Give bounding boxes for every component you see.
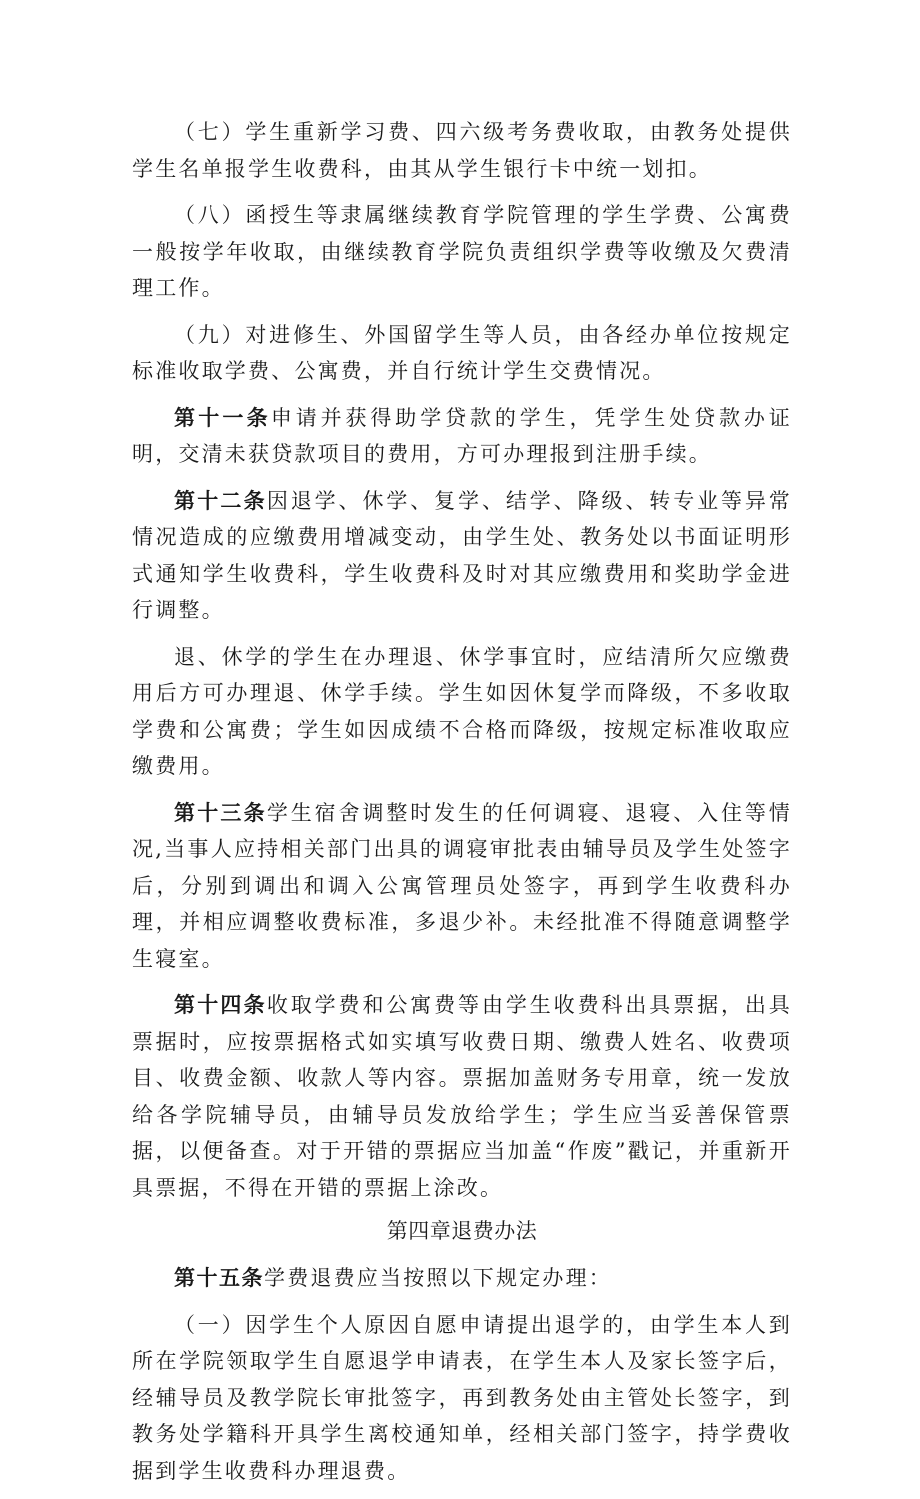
paragraph-article-14	[132, 987, 792, 1206]
article-number: 第十五条	[174, 1265, 264, 1290]
article-number: 第十一条	[174, 404, 271, 430]
paragraph-item-8	[132, 197, 792, 307]
paragraph-article-11	[132, 400, 792, 473]
paragraph-item-1	[132, 1307, 792, 1490]
paragraph-text: （七）学生重新学习费、四六级考务费收取，由教务处提供学生名单报学生收费科，由其从学生银行卡中统一划扣。	[132, 120, 792, 181]
paragraph-withdrawal-suspension	[132, 639, 792, 785]
document-body	[132, 114, 792, 1499]
paragraph-text: 收取学费和公寓费等由学生收费科出具票据，出具票据时，应按票据格式如实填写收费日期、缴费人姓名、收费项目、收费金额、收款人等内容。票据加盖财务专用章，统一发放给各学院辅导员，由辅导员发放给学生；学生应当妥善保管票据，以便备查。对于开错的票据应当加盖“作废”戳记，并重新开具票据，不得在开错的票据上涂改。	[132, 993, 793, 1200]
paragraph-text: 因退学、休学、复学、结学、降级、转专业等异常情况造成的应缴费用增减变动，由学生处、教务处以书面证明形式通知学生收费科，学生收费科及时对其应缴费用和奖助学金进行调整。	[132, 488, 793, 622]
article-number: 第十三条	[174, 799, 267, 825]
paragraph-text: （九）对进修生、外国留学生等人员，由各经办单位按规定标准收取学费、公寓费，并自行统计学生交费情况。	[132, 322, 792, 383]
paragraph-article-15	[132, 1260, 792, 1297]
paragraph-text: 学费退费应当按照以下规定办理：	[264, 1266, 612, 1290]
paragraph-item-9	[132, 317, 792, 390]
article-number: 第十四条	[174, 992, 267, 1017]
paragraph-text: 退、休学的学生在办理退、休学事宜时，应结清所欠应缴费用后方可办理退、休学手续。学生如因休复学而降级，不多收取学费和公寓费；学生如因成绩不合格而降级，按规定标准收取应缴费用。	[132, 644, 792, 778]
paragraph-text: （一）因学生个人原因自愿申请提出退学的，由学生本人到所在学院领取学生自愿退学申请表，在学生本人及家长签字后，经辅导员及教学院长审批签字，再到教务处由主管处长签字，到教务处学籍科开具学生离校通知单，经相关部门签字，持学费收据到学生收费科办理退费。	[132, 1312, 792, 1483]
article-number: 第十二条	[174, 487, 267, 513]
paragraph-item-7	[132, 114, 792, 187]
paragraph-article-12	[132, 483, 792, 629]
paragraph-text: 学生宿舍调整时发生的任何调寝、退寝、入住等情况,当事人应持相关部门出具的调寝审批表由辅导员及学生处签字后，分别到调出和调入公寓管理员处签字，再到学生收费科办理，并相应调整收费标准，多退少补。未经批准不得随意调整学生寝室。	[132, 800, 793, 971]
paragraph-text: 申请并获得助学贷款的学生，凭学生处贷款办证明，交清未获贷款项目的费用，方可办理报到注册手续。	[132, 405, 793, 466]
paragraph-text: （八）函授生等隶属继续教育学院管理的学生学费、公寓费一般按学年收取，由继续教育学院负责组织学费等收缴及欠费清理工作。	[132, 203, 792, 300]
chapter-heading: 第四章退费办法	[386, 1219, 538, 1243]
paragraph-article-13	[132, 795, 792, 978]
